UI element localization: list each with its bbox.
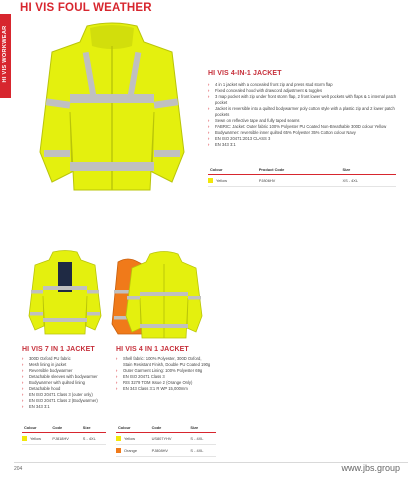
feature-item: › Mesh lining in jacket bbox=[22, 362, 112, 368]
product-title-left: HI VIS 7 IN 1 JACKET bbox=[22, 346, 95, 353]
feature-item: › EN 343 Class 3:1 R WP 15,000mm bbox=[116, 386, 211, 392]
size-range: S - 4XL bbox=[188, 433, 216, 445]
product-code: PJ806HV bbox=[257, 175, 341, 187]
feature-item: › EN ISO 20471 Class 2 (Bodywarmer) bbox=[22, 398, 112, 404]
col-header-code: Product Code bbox=[257, 166, 341, 175]
size-range: S - 4XL bbox=[81, 433, 106, 445]
hi-vis-4-in-1-jacket-pair-image bbox=[110, 250, 205, 340]
hi-vis-4-in-1-jacket-image bbox=[32, 22, 192, 194]
col-header-code: Code bbox=[50, 424, 80, 433]
side-tab bbox=[0, 0, 11, 480]
feature-item: › Fixed concealed hood with drawcord adjustment & toggles bbox=[208, 88, 398, 94]
feature-item: › Reversible bodywarmer bbox=[22, 368, 112, 374]
feature-item: › Detachable hood bbox=[22, 386, 112, 392]
feature-item: › 4 in 1 jacket with a concealed front zip and press stud storm flap bbox=[208, 82, 398, 88]
feature-item: › Bodywarmer: reversible inner quilted 65% Polyester 35% Cotton colour Navy bbox=[208, 130, 398, 136]
page-number: 204 bbox=[14, 466, 23, 472]
colour-name: Orange bbox=[122, 445, 150, 457]
col-header-size: Size bbox=[188, 424, 216, 433]
feature-list-left bbox=[22, 356, 112, 410]
feature-item: › Outer Garment Lining: 100% Polyester 69g bbox=[116, 368, 211, 374]
side-tab-label: HI VIS WORKWEAR bbox=[2, 25, 8, 83]
col-header-colour: Colour bbox=[22, 424, 50, 433]
colour-name: Yellow bbox=[122, 433, 150, 445]
feature-item: › Detachable sleeves with bodywarmer bbox=[22, 374, 112, 380]
product-table-left bbox=[22, 424, 106, 445]
size-range: S - 4XL bbox=[188, 445, 216, 457]
col-header-colour: Colour bbox=[116, 424, 150, 433]
colour-name: Yellow bbox=[28, 433, 50, 445]
feature-item: › EN ISO 20471 Class 3 bbox=[116, 374, 211, 380]
col-header-colour: Colour bbox=[208, 166, 257, 175]
page-title: HI VIS FOUL WEATHER bbox=[20, 2, 152, 14]
colour-name: Yellow bbox=[214, 175, 257, 187]
website-link[interactable]: www.jbs.group bbox=[341, 463, 400, 473]
feature-item: › RIS 3279 TOM Issue 2 (Orange Only) bbox=[116, 380, 211, 386]
product-title-main: HI VIS 4-IN-1 JACKET bbox=[208, 70, 282, 77]
feature-item: › 300D Oxford PU fabric bbox=[22, 356, 112, 362]
feature-item: › EN 343 3:1 bbox=[22, 404, 112, 410]
product-code: PJ818HV bbox=[50, 433, 80, 445]
hi-vis-7-in-1-jacket-image bbox=[25, 250, 105, 336]
table-row bbox=[116, 433, 216, 445]
product-code: PJ808HV bbox=[150, 445, 189, 457]
feature-item: › Bodywarmer with quilted lining bbox=[22, 380, 112, 386]
table-row bbox=[22, 433, 106, 445]
product-table-right bbox=[116, 424, 216, 457]
product-table-main bbox=[208, 166, 396, 187]
col-header-code: Code bbox=[150, 424, 189, 433]
col-header-size: Size bbox=[81, 424, 106, 433]
feature-item: › EN ISO 20471 Class 3 (outer only) bbox=[22, 392, 112, 398]
feature-item: › 3 map pocket with zip under front storm flap, 2 front lower welt pockets with flaps & 1 internal patch pocket bbox=[208, 94, 398, 106]
feature-list-right bbox=[116, 356, 211, 392]
table-row bbox=[208, 175, 396, 187]
feature-item: › Sewn on reflective tape and fully taped seams bbox=[208, 118, 398, 124]
size-range: XS - 4XL bbox=[340, 175, 396, 187]
feature-item: › Jacket is reversible into a quilted bodywarmer poly cotton style with a plastic zip and 2 lower patch pockets bbox=[208, 106, 398, 118]
col-header-size: Size bbox=[340, 166, 396, 175]
product-code: US807YHV bbox=[150, 433, 189, 445]
feature-item: › EN 343 3:1 bbox=[208, 142, 398, 148]
feature-item: › EN ISO 20471:2013 CLASS 3 bbox=[208, 136, 398, 142]
table-row bbox=[116, 445, 216, 457]
feature-item: › Shell fabric: 100% Polyester, 300D Oxford, Stain Resistant Finish, Double PU Coated 190g bbox=[116, 356, 211, 368]
feature-list-main bbox=[208, 82, 398, 147]
feature-item: › FABRIC: Jacket: Outer fabric 100% Polyester PU Coated Non-Breathable 300D colour Yellow bbox=[208, 124, 398, 130]
product-title-right: HI VIS 4 IN 1 JACKET bbox=[116, 346, 189, 353]
